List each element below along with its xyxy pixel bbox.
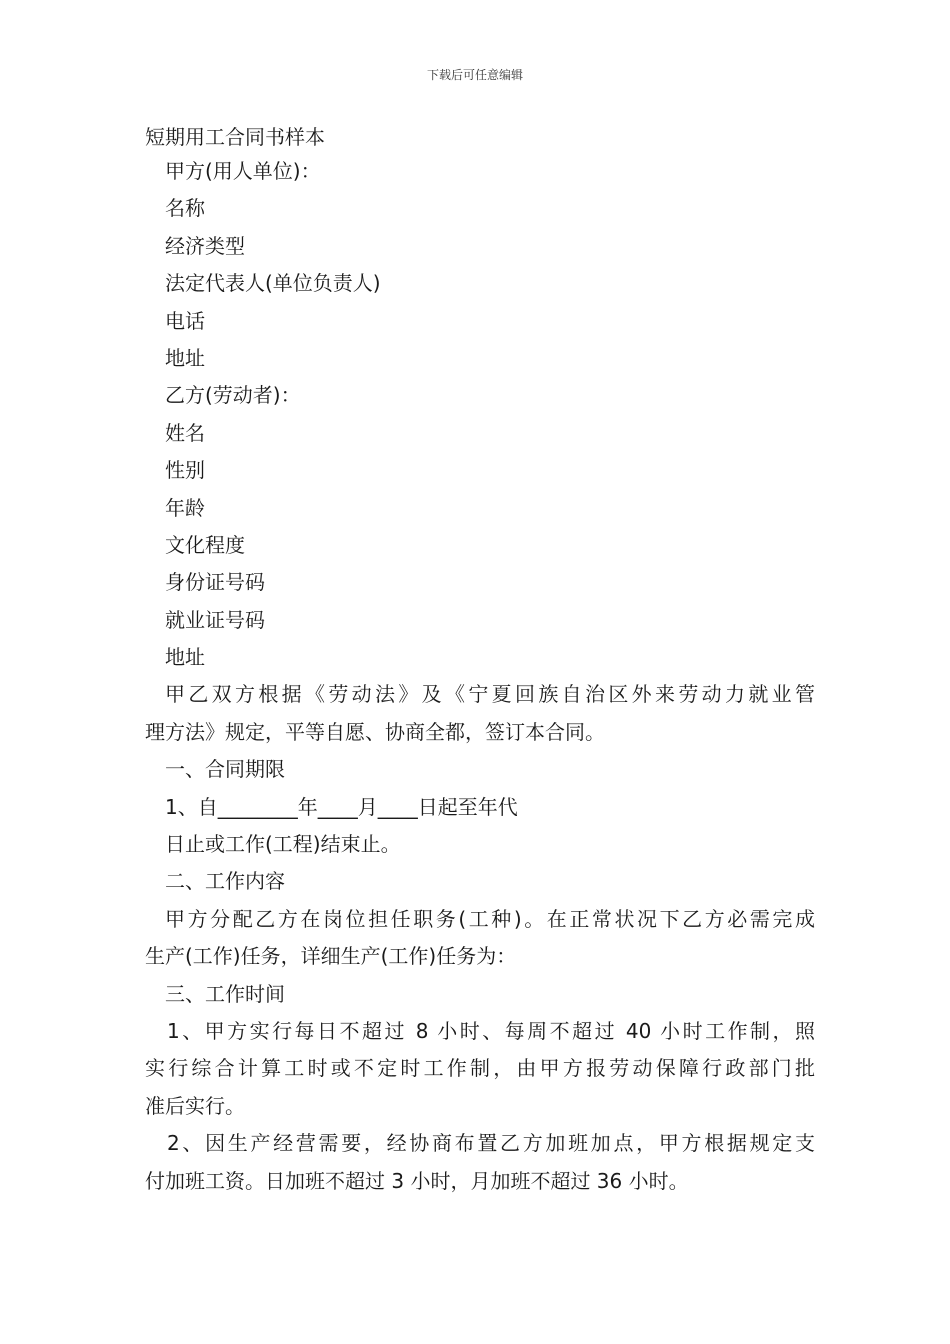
hours-item-2-line-2: 付加班工资。日加班不超过 3 小时，月加班不超过 36 小时。 [145, 1168, 689, 1193]
field-full-name: 姓名 [165, 420, 205, 445]
party-a-heading: 甲方(用人单位)： [165, 159, 321, 183]
field-address-a: 地址 [165, 345, 205, 370]
work-content-line-2: 生产(工作)任务，详细生产(工作)任务为： [145, 944, 517, 969]
term-line-1: 1、自________年____月____日起至年代 [165, 794, 518, 819]
preamble-line-1: 甲乙双方根据《劳动法》及《宁夏回族自治区外来劳动力就业管 [165, 682, 815, 707]
field-age: 年龄 [165, 495, 205, 520]
field-phone: 电话 [165, 308, 205, 333]
field-legal-representative: 法定代表人(单位负责人) [165, 271, 381, 296]
hours-item-1-line-1: 1、甲方实行每日不超过 8 小时、每周不超过 40 小时工作制，照 [167, 1018, 815, 1043]
field-gender: 性别 [165, 458, 205, 483]
hours-item-2-line-1: 2、因生产经营需要，经协商布置乙方加班加点，甲方根据规定支 [167, 1131, 815, 1156]
field-id-number: 身份证号码 [165, 570, 265, 595]
section-3-heading: 三、工作时间 [165, 981, 285, 1006]
preamble-line-2: 理方法》规定，平等自愿、协商全都，签订本合同。 [145, 719, 605, 744]
field-economic-type: 经济类型 [165, 233, 245, 258]
field-employment-cert: 就业证号码 [165, 607, 265, 632]
section-2-heading: 二、工作内容 [165, 869, 285, 894]
contract-body [145, 153, 815, 1200]
section-1-heading: 一、合同期限 [165, 757, 285, 782]
document-title: 短期用工合同书样本 [145, 125, 325, 149]
field-address-b: 地址 [165, 645, 205, 670]
field-education: 文化程度 [165, 532, 245, 557]
page-header-note: 下载后可任意编辑 [426, 68, 523, 82]
hours-item-1-line-3: 准后实行。 [145, 1093, 245, 1118]
field-name: 名称 [165, 196, 205, 221]
term-line-2: 日止或工作(工程)结束止。 [165, 832, 401, 857]
hours-item-1-line-2: 实行综合计算工时或不定时工作制，由甲方报劳动保障行政部门批 [145, 1056, 815, 1081]
work-content-line-1: 甲方分配乙方在岗位担任职务(工种)。在正常状况下乙方必需完成 [165, 906, 815, 931]
party-b-heading: 乙方(劳动者)： [165, 383, 301, 408]
